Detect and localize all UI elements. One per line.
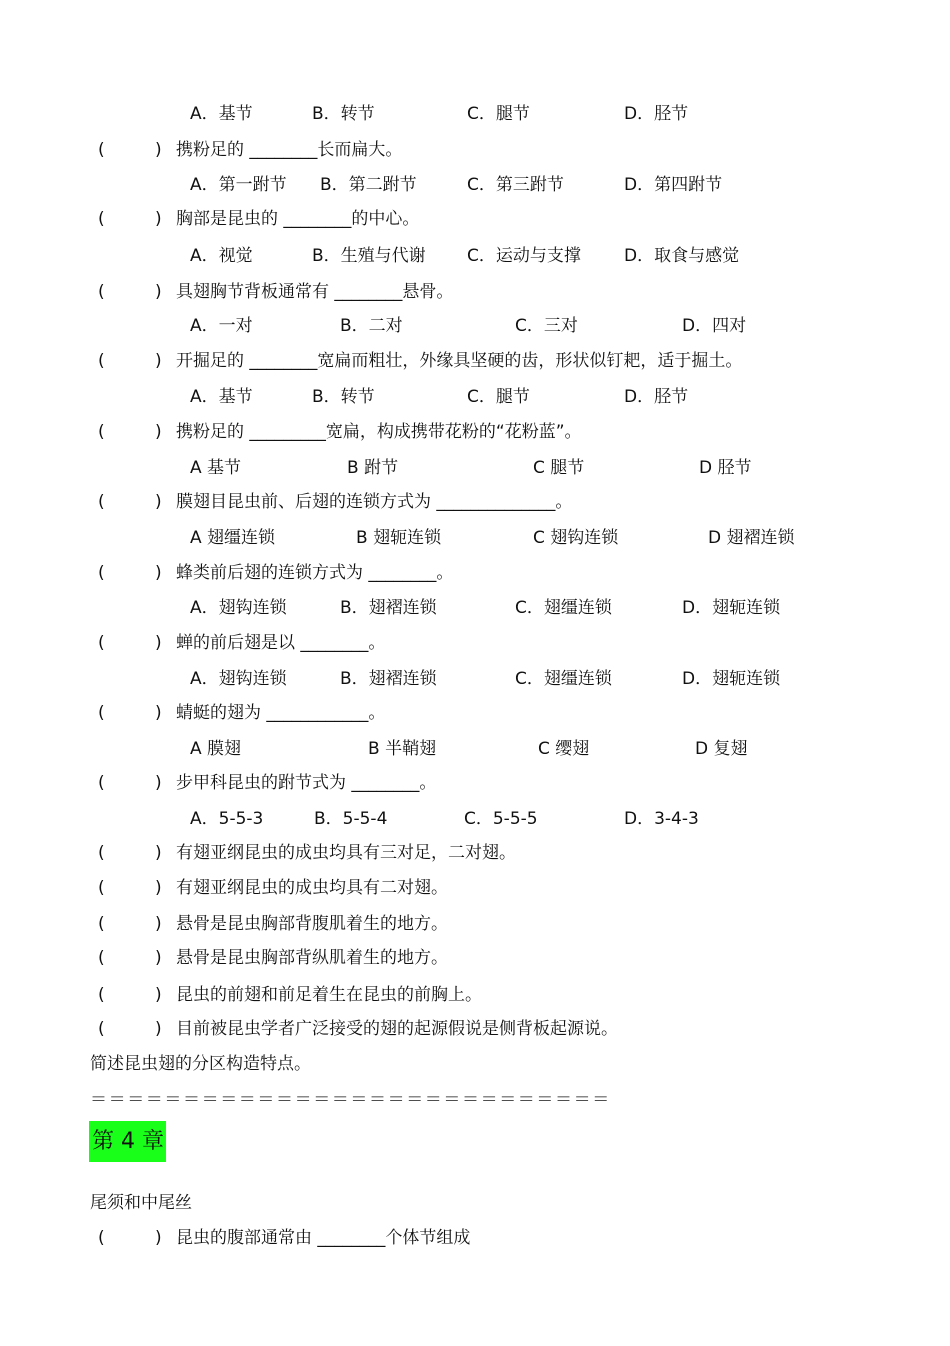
- question-row: [0, 770, 950, 796]
- q11-options: [0, 806, 950, 832]
- answer-paren-open[interactable]: (: [98, 1019, 105, 1039]
- question-row: [0, 489, 950, 515]
- answer-paren-close: ): [155, 563, 162, 583]
- q7-options: [0, 525, 950, 551]
- option-a: A．一对: [190, 316, 253, 336]
- question-stem: 携粉足的 _________宽扁，构成携带花粉的“花粉蓝”。: [176, 422, 582, 442]
- q10-options: [0, 736, 950, 762]
- separator-row: [0, 1087, 950, 1113]
- option-a: A．翅钩连锁: [190, 669, 287, 689]
- q8-options: [0, 595, 950, 621]
- answer-paren-open[interactable]: (: [98, 948, 105, 968]
- question-stem: 昆虫的腹部通常由 ________个体节组成: [176, 1228, 471, 1248]
- option-b: B．5-5-4: [314, 809, 388, 829]
- option-a: A．翅钩连锁: [190, 598, 287, 618]
- statement-text: 有翅亚纲昆虫的成虫均具有二对翅。: [176, 878, 448, 898]
- question-row: [0, 206, 950, 232]
- question-stem: 携粉足的 ________长而扁大。: [176, 140, 403, 160]
- option-c: C 腿节: [533, 458, 585, 478]
- q9-options: [0, 666, 950, 692]
- option-b: B．翅褶连锁: [340, 598, 437, 618]
- statement-text: 悬骨是昆虫胸部背纵肌着生的地方。: [176, 948, 448, 968]
- answer-paren-close: ): [155, 351, 162, 371]
- option-c: C．5-5-5: [464, 809, 538, 829]
- chapter-heading: 第 4 章: [89, 1121, 166, 1162]
- judge-row: [0, 840, 950, 866]
- option-b: B．二对: [340, 316, 403, 336]
- option-a: A 翅缰连锁: [190, 528, 276, 548]
- option-a: A 基节: [190, 458, 242, 478]
- option-c: C．运动与支撑: [467, 246, 581, 266]
- answer-paren-open[interactable]: (: [98, 422, 105, 442]
- answer-paren-close: ): [155, 633, 162, 653]
- answer-paren-close: ): [155, 282, 162, 302]
- answer-paren-close: ): [155, 843, 162, 863]
- option-c: C．腿节: [467, 387, 530, 407]
- statement-text: 昆虫的前翅和前足着生在昆虫的前胸上。: [176, 985, 482, 1005]
- question-stem: 具翅胸节背板通常有 ________悬骨。: [176, 282, 454, 302]
- option-b: B．第二跗节: [320, 175, 417, 195]
- option-d: D 复翅: [695, 739, 748, 759]
- option-d: D．翅轭连锁: [682, 598, 781, 618]
- question-row: [0, 137, 950, 163]
- answer-paren-close: ): [155, 948, 162, 968]
- answer-paren-open[interactable]: (: [98, 209, 105, 229]
- option-a: A．第一跗节: [190, 175, 287, 195]
- answer-paren-open[interactable]: (: [98, 914, 105, 934]
- option-d: D．翅轭连锁: [682, 669, 781, 689]
- answer-paren-close: ): [155, 773, 162, 793]
- judge-row: [0, 1016, 950, 1042]
- option-b: B 翅轭连锁: [356, 528, 442, 548]
- essay-prompt: 简述昆虫翅的分区构造特点。: [90, 1054, 311, 1074]
- question-row: [0, 348, 950, 374]
- question-row: [0, 419, 950, 445]
- answer-paren-open[interactable]: (: [98, 878, 105, 898]
- question-stem: 开掘足的 ________宽扁而粗壮，外缘具坚硬的齿，形状似钉耙，适于掘土。: [176, 351, 743, 371]
- option-b: B．翅褶连锁: [340, 669, 437, 689]
- question-stem: 膜翅目昆虫前、后翅的连锁方式为 ______________。: [176, 492, 573, 512]
- answer-paren-open[interactable]: (: [98, 563, 105, 583]
- option-d: D 翅褶连锁: [708, 528, 795, 548]
- question-row: [0, 700, 950, 726]
- option-d: D．第四跗节: [624, 175, 723, 195]
- option-d: D 胫节: [699, 458, 752, 478]
- option-b: B 半鞘翅: [368, 739, 437, 759]
- answer-paren-open[interactable]: (: [98, 140, 105, 160]
- judge-row: [0, 875, 950, 901]
- q3-options: [0, 243, 950, 269]
- answer-paren-close: ): [155, 985, 162, 1005]
- answer-paren-open[interactable]: (: [98, 773, 105, 793]
- option-d: D．取食与感觉: [624, 246, 740, 266]
- term-row: [0, 1190, 950, 1216]
- option-d: D．胫节: [624, 387, 689, 407]
- option-d: D．胫节: [624, 104, 689, 124]
- answer-paren-open[interactable]: (: [98, 843, 105, 863]
- question-stem: 步甲科昆虫的跗节式为 ________。: [176, 773, 437, 793]
- statement-text: 悬骨是昆虫胸部背腹肌着生的地方。: [176, 914, 448, 934]
- judge-row: [0, 945, 950, 971]
- option-a: A．视觉: [190, 246, 253, 266]
- question-row: [0, 630, 950, 656]
- term-text: 尾须和中尾丝: [90, 1193, 192, 1213]
- answer-paren-close: ): [155, 209, 162, 229]
- answer-paren-open[interactable]: (: [98, 703, 105, 723]
- answer-paren-close: ): [155, 492, 162, 512]
- q4-options: [0, 313, 950, 339]
- answer-paren-open[interactable]: (: [98, 492, 105, 512]
- option-b: B 跗节: [347, 458, 399, 478]
- question-stem: 蝉的前后翅是以 ________。: [176, 633, 386, 653]
- answer-paren-open[interactable]: (: [98, 633, 105, 653]
- option-d: D．四对: [682, 316, 747, 336]
- question-stem: 蜂类前后翅的连锁方式为 ________。: [176, 563, 454, 583]
- q2-options: [0, 172, 950, 198]
- answer-paren-close: ): [155, 914, 162, 934]
- option-b: B．转节: [312, 387, 375, 407]
- option-a: A．基节: [190, 387, 253, 407]
- option-a: A 膜翅: [190, 739, 242, 759]
- option-d: D．3-4-3: [624, 809, 699, 829]
- option-c: C．第三跗节: [467, 175, 564, 195]
- option-c: C 缨翅: [538, 739, 590, 759]
- q5-options: [0, 384, 950, 410]
- answer-paren-close: ): [155, 422, 162, 442]
- option-c: C．翅缰连锁: [515, 669, 612, 689]
- answer-paren-open[interactable]: (: [98, 985, 105, 1005]
- q6-options: [0, 455, 950, 481]
- answer-paren-close: ): [155, 140, 162, 160]
- statement-text: 目前被昆虫学者广泛接受的翅的起源假说是侧背板起源说。: [176, 1019, 618, 1039]
- option-a: A．基节: [190, 104, 253, 124]
- answer-paren-open[interactable]: (: [98, 282, 105, 302]
- option-c: C．三对: [515, 316, 578, 336]
- essay-row: [0, 1051, 950, 1077]
- judge-row: [0, 982, 950, 1008]
- answer-paren-open[interactable]: (: [98, 351, 105, 371]
- question-row: [0, 279, 950, 305]
- question-row: [0, 560, 950, 586]
- answer-paren-close: ): [155, 1228, 162, 1248]
- q1-options: [0, 101, 950, 127]
- answer-paren-close: ): [155, 703, 162, 723]
- option-c: C．翅缰连锁: [515, 598, 612, 618]
- answer-paren-close: ): [155, 1019, 162, 1039]
- option-b: B．生殖与代谢: [312, 246, 426, 266]
- question-stem: 胸部是昆虫的 ________的中心。: [176, 209, 420, 229]
- option-c: C．腿节: [467, 104, 530, 124]
- answer-paren-open[interactable]: (: [98, 1228, 105, 1248]
- option-b: B．转节: [312, 104, 375, 124]
- question-row: [0, 1225, 950, 1251]
- separator-line: ＝＝＝＝＝＝＝＝＝＝＝＝＝＝＝＝＝＝＝＝＝＝＝＝＝＝＝＝: [90, 1090, 611, 1110]
- option-a: A．5-5-3: [190, 809, 264, 829]
- statement-text: 有翅亚纲昆虫的成虫均具有三对足，二对翅。: [176, 843, 516, 863]
- judge-row: [0, 911, 950, 937]
- question-stem: 蜻蜓的翅为 ____________。: [176, 703, 386, 723]
- answer-paren-close: ): [155, 878, 162, 898]
- option-c: C 翅钩连锁: [533, 528, 619, 548]
